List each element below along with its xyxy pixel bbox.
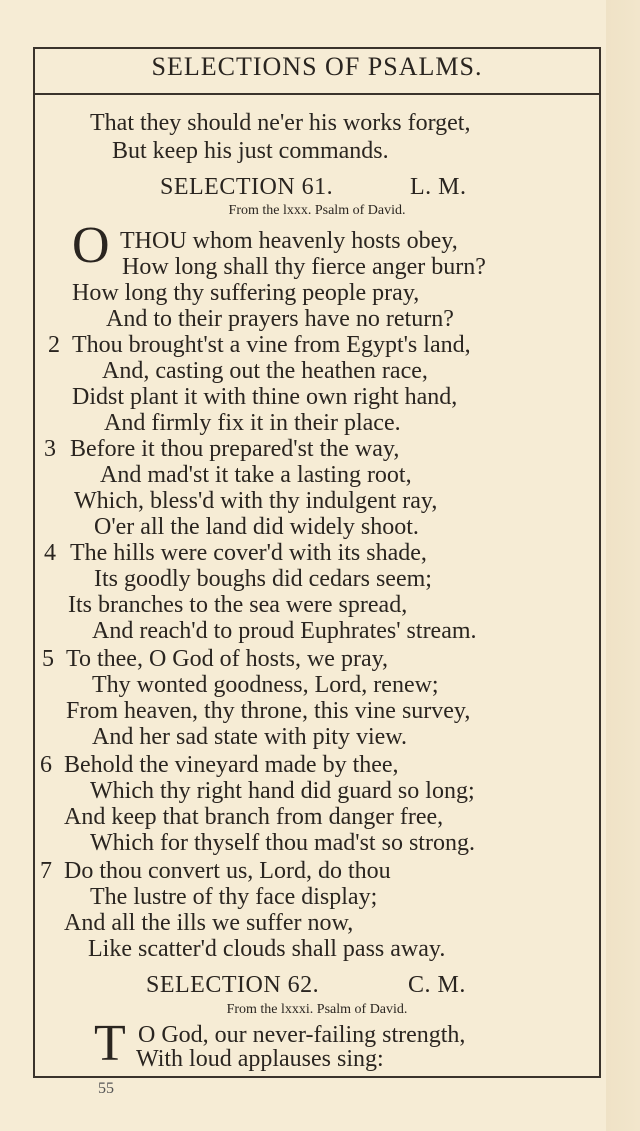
verse-line: Which thy right hand did guard so long; bbox=[90, 778, 475, 804]
verse-line: And firmly fix it in their place. bbox=[104, 410, 401, 436]
verse-line: Its goodly boughs did cedars seem; bbox=[94, 566, 432, 592]
selection-62-meter: C. M. bbox=[408, 972, 466, 998]
verse-line: Thy wonted goodness, Lord, renew; bbox=[92, 672, 439, 698]
page-number: 55 bbox=[98, 1080, 114, 1097]
verse-line: The lustre of thy face display; bbox=[90, 884, 378, 910]
selection-61-heading: SELECTION 61. bbox=[160, 174, 334, 200]
verse-line: Like scatter'd clouds shall pass away. bbox=[88, 936, 446, 962]
verse-line: And to their prayers have no return? bbox=[106, 306, 454, 332]
top-rule bbox=[33, 47, 601, 49]
selection-61-meter: L. M. bbox=[410, 174, 467, 200]
intro-line: But keep his just commands. bbox=[112, 138, 389, 164]
verse-line: O'er all the land did widely shoot. bbox=[94, 514, 419, 540]
stanza-number: 7 bbox=[40, 858, 52, 884]
header-rule bbox=[33, 93, 601, 95]
selection-62-source: From the lxxxi. Psalm of David. bbox=[226, 1002, 408, 1017]
verse-line: And mad'st it take a lasting root, bbox=[100, 462, 412, 488]
verse-line: With loud applauses sing: bbox=[136, 1046, 384, 1072]
verse-line: Didst plant it with thine own right hand, bbox=[72, 384, 458, 410]
verse-line: Which for thyself thou mad'st so strong. bbox=[90, 830, 475, 856]
verse-line: To thee, O God of hosts, we pray, bbox=[66, 646, 389, 672]
dropcap-o: O bbox=[72, 217, 110, 274]
verse-line: How long thy suffering people pray, bbox=[72, 280, 420, 306]
dropcap-t: T bbox=[94, 1015, 126, 1072]
bottom-rule bbox=[33, 1076, 601, 1078]
verse-line: Before it thou prepared'st the way, bbox=[70, 436, 400, 462]
verse-line: Behold the vineyard made by thee, bbox=[64, 752, 399, 778]
verse-line: And, casting out the heathen race, bbox=[102, 358, 428, 384]
stanza-number: 4 bbox=[44, 540, 56, 566]
intro-line: That they should ne'er his works forget, bbox=[90, 110, 471, 136]
verse-line: Which, bless'd with thy indulgent ray, bbox=[74, 488, 438, 514]
verse-line: Thou brought'st a vine from Egypt's land, bbox=[72, 332, 471, 358]
verse-line: Do thou convert us, Lord, do thou bbox=[64, 858, 391, 884]
verse-line: And reach'd to proud Euphrates' stream. bbox=[92, 618, 477, 644]
stanza-number: 6 bbox=[40, 752, 52, 778]
verse-line: And her sad state with pity view. bbox=[92, 724, 408, 750]
selection-61-source: From the lxxx. Psalm of David. bbox=[228, 203, 406, 218]
stanza-number: 2 bbox=[48, 332, 60, 358]
verse-line: From heaven, thy throne, this vine survey, bbox=[66, 698, 471, 724]
verse-line: THOU whom heavenly hosts obey, bbox=[120, 228, 458, 254]
verse-line: The hills were cover'd with its shade, bbox=[70, 540, 427, 566]
verse-line: O God, our never-failing strength, bbox=[138, 1022, 466, 1048]
stanza-number: 3 bbox=[44, 436, 56, 462]
verse-line: Its branches to the sea were spread, bbox=[68, 592, 408, 618]
verse-line: And keep that branch from danger free, bbox=[64, 804, 444, 830]
stanza-number: 5 bbox=[42, 646, 54, 672]
frame-left-border bbox=[33, 47, 35, 1077]
frame-right-border bbox=[599, 47, 601, 1077]
adjacent-page-edge bbox=[606, 0, 640, 1131]
verse-line: How long shall thy fierce anger burn? bbox=[122, 254, 486, 280]
selection-62-heading: SELECTION 62. bbox=[146, 972, 320, 998]
running-header: SELECTIONS OF PSALMS. bbox=[151, 52, 483, 81]
verse-line: And all the ills we suffer now, bbox=[64, 910, 354, 936]
